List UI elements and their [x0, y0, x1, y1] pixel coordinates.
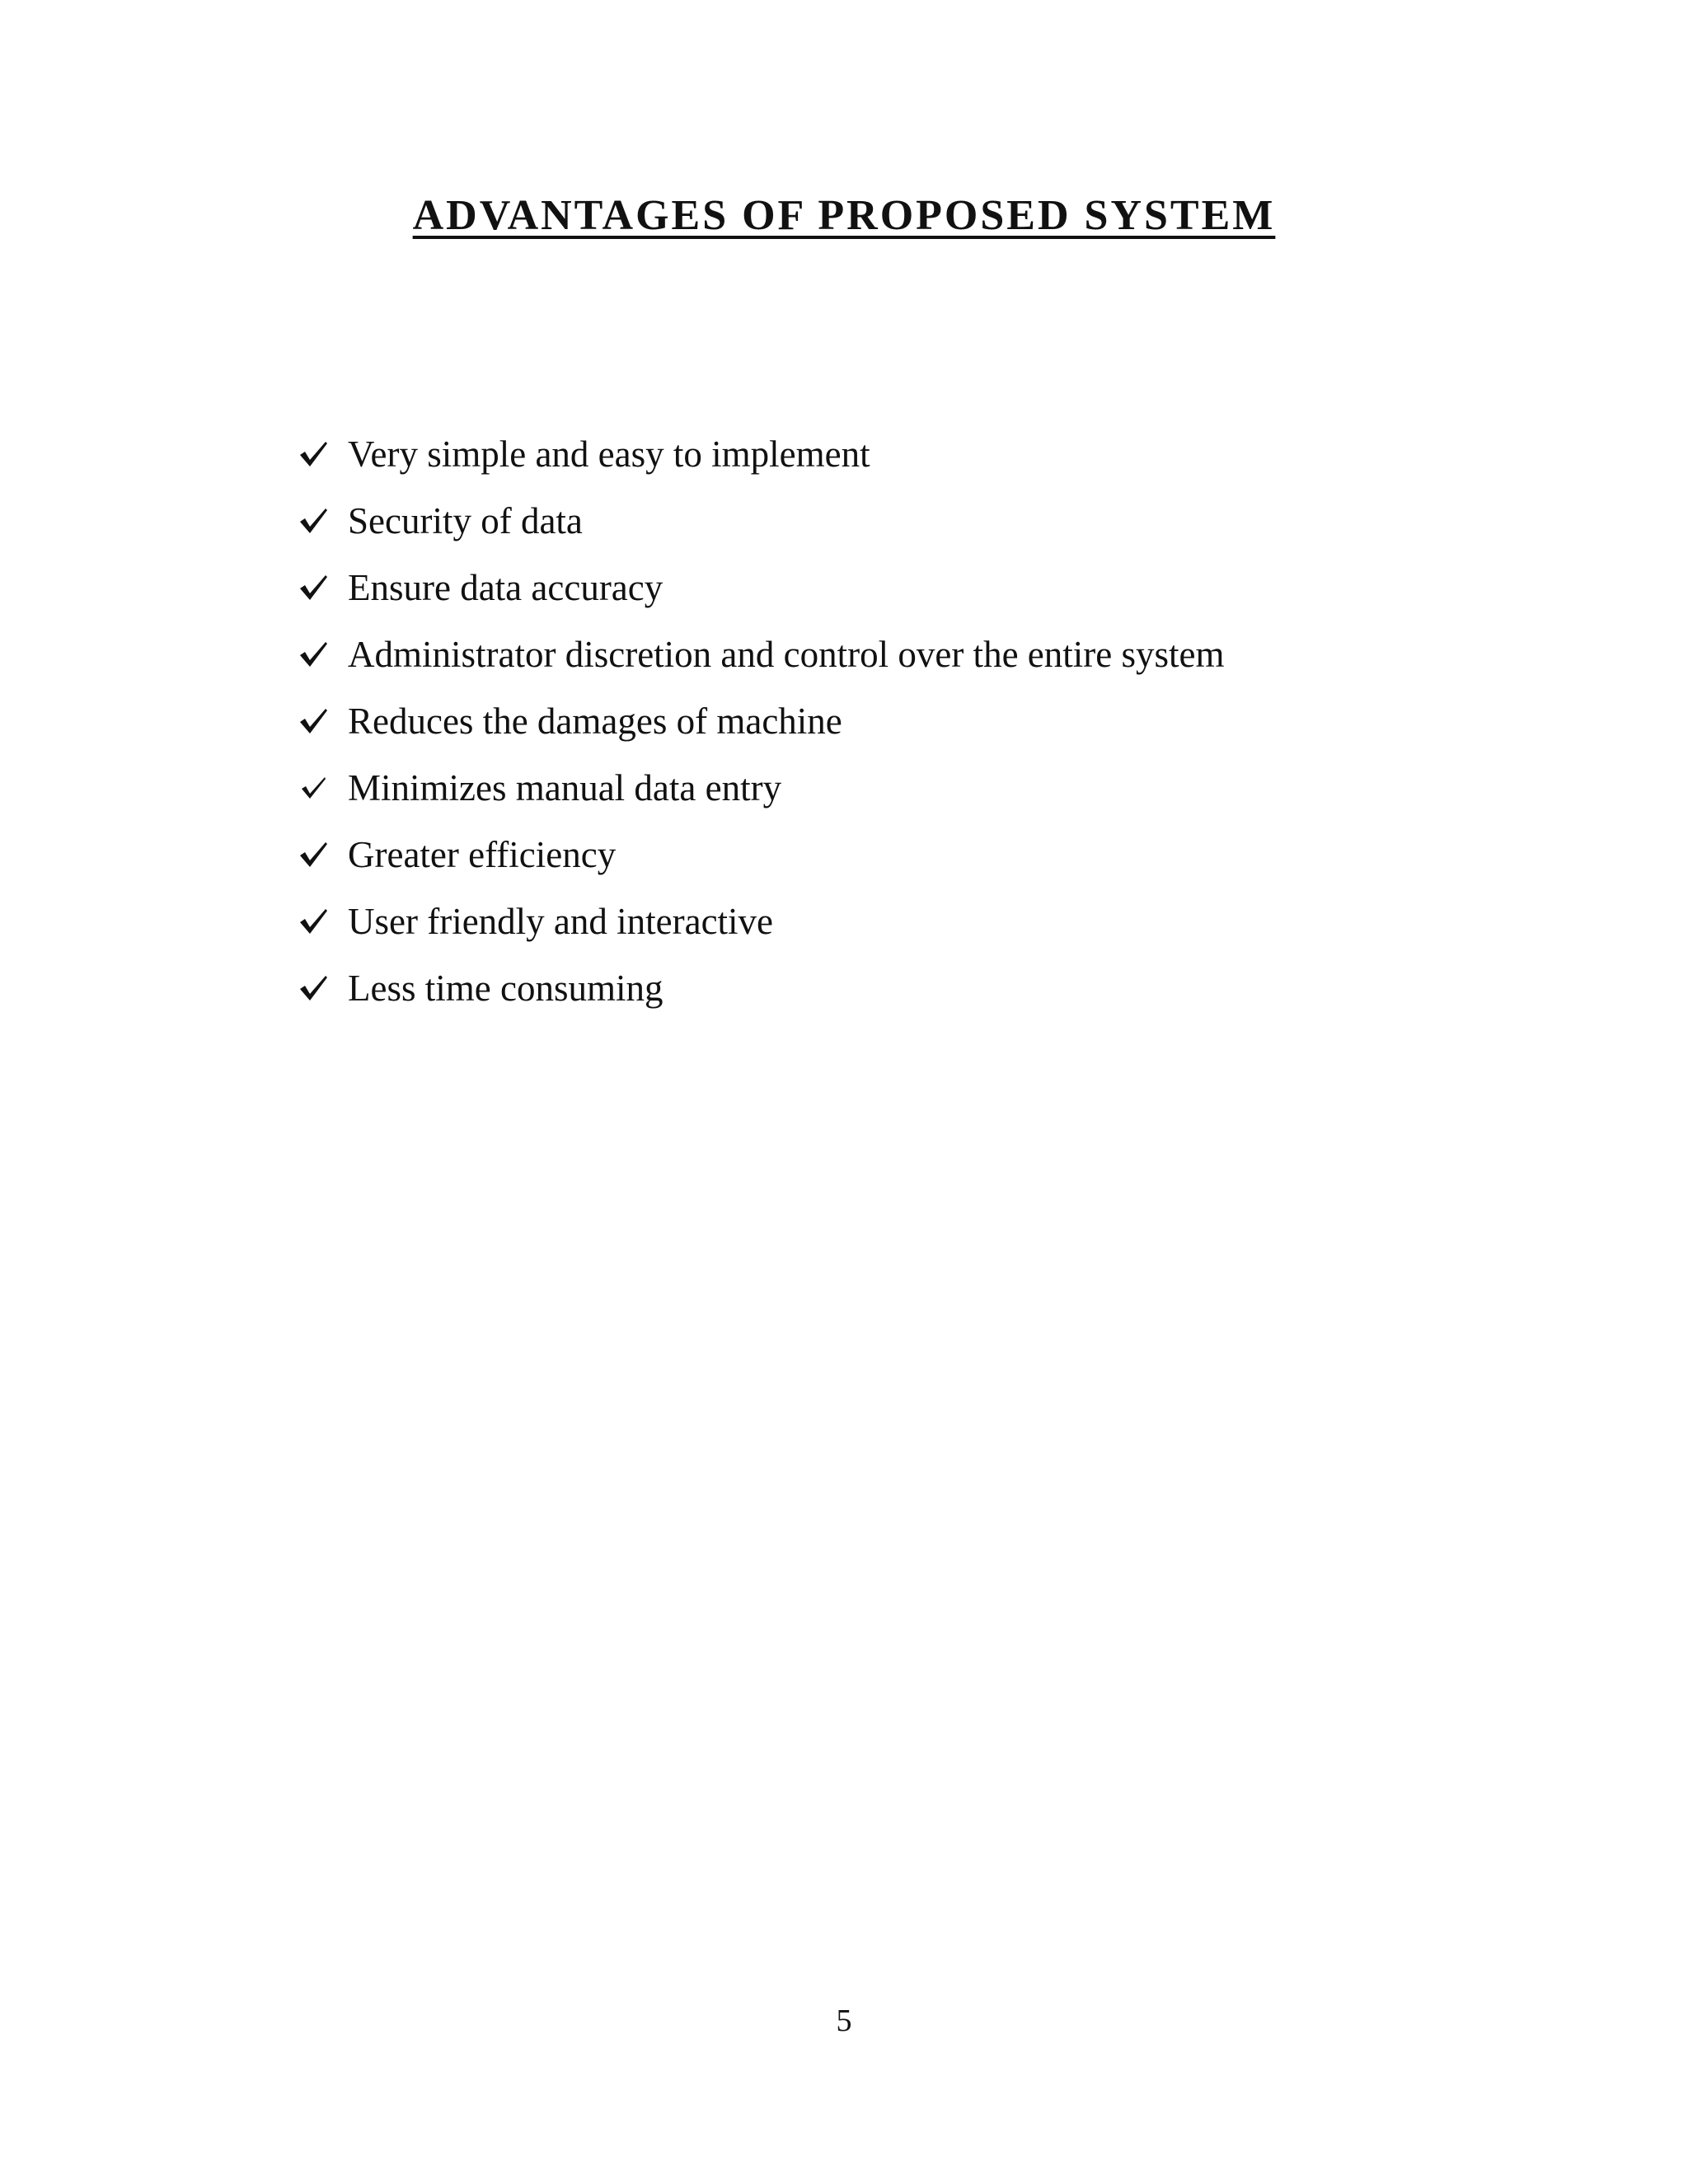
page-number: 5 [836, 2004, 852, 2038]
list-item-text: Minimizes manual data entry [348, 766, 782, 808]
checkmark-icon [297, 771, 330, 804]
list-item-text: Reduces the damages of machine [348, 700, 842, 742]
list-item-text: Ensure data accuracy [348, 566, 663, 608]
list-item-text: Security of data [348, 499, 583, 541]
list-item-text: Administrator discretion and control over the entire system [348, 633, 1225, 675]
list-item [297, 754, 1224, 821]
checkmark-icon [297, 504, 330, 537]
checkmark-icon [297, 638, 330, 671]
list-item [297, 621, 1224, 687]
list-item [297, 420, 1224, 487]
list-item [297, 954, 1224, 1021]
list-item [297, 687, 1224, 754]
list-item-text: Very simple and easy to implement [348, 433, 870, 475]
advantages-list [297, 420, 1224, 1021]
list-item [297, 487, 1224, 554]
checkmark-icon [297, 571, 330, 604]
checkmark-icon [297, 838, 330, 871]
checkmark-icon [297, 972, 330, 1005]
list-item-text: Greater efficiency [348, 833, 617, 875]
page-title: ADVANTAGES OF PROPOSED SYSTEM [412, 192, 1276, 239]
list-item-text: User friendly and interactive [348, 900, 774, 942]
list-item [297, 821, 1224, 888]
checkmark-icon [297, 705, 330, 738]
checkmark-icon [297, 438, 330, 471]
checkmark-icon [297, 905, 330, 938]
list-item [297, 554, 1224, 621]
list-item-text: Less time consuming [348, 967, 663, 1009]
list-item [297, 888, 1224, 954]
